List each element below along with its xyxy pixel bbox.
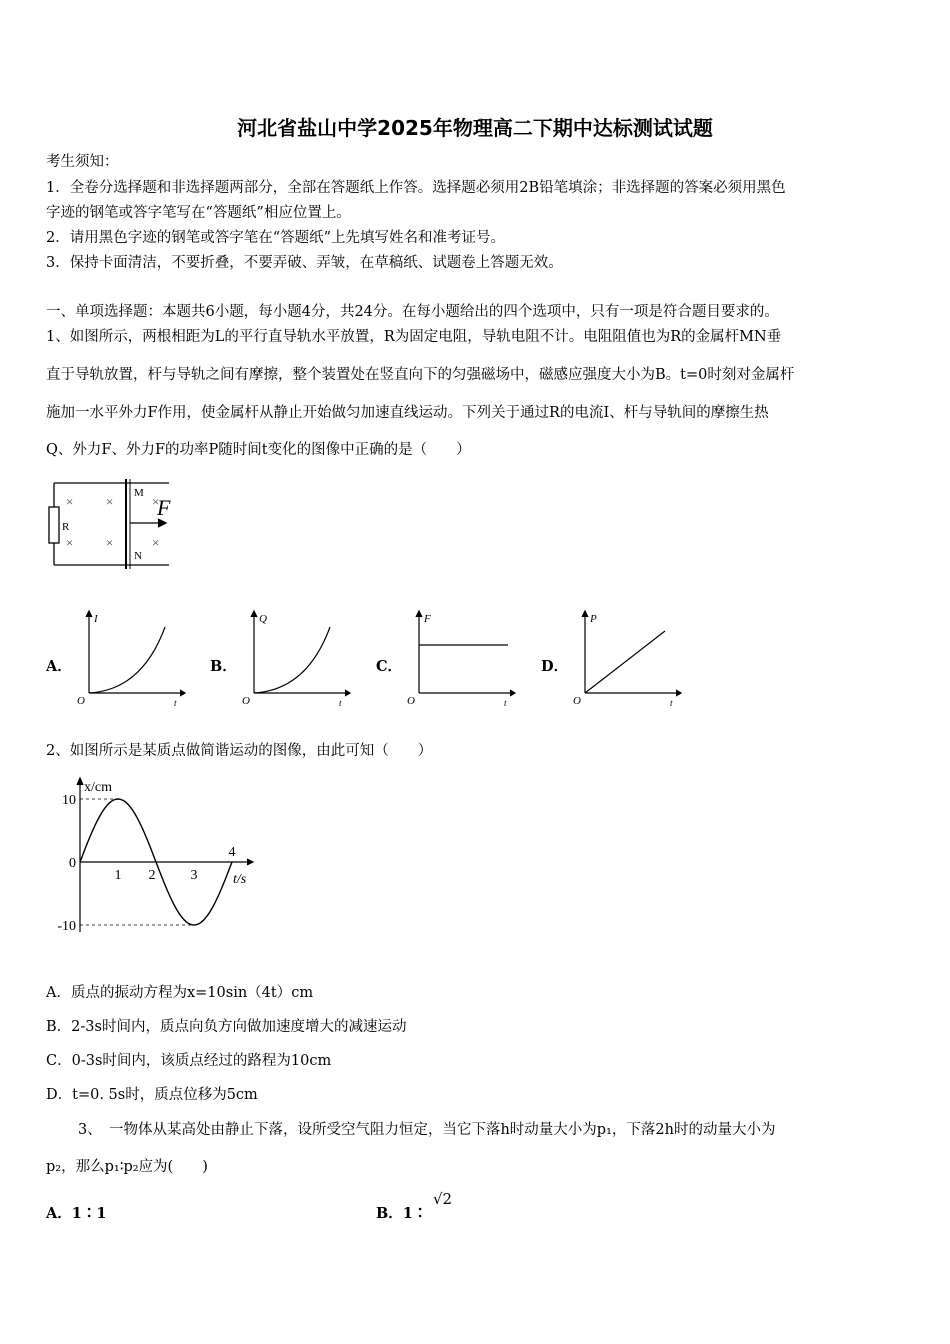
q3-option-b: B．1∶ — [376, 1205, 428, 1222]
svg-text:×: × — [106, 494, 114, 509]
svg-text:P: P — [590, 613, 597, 625]
q3-option-a: A．1∶1 — [46, 1205, 107, 1222]
svg-text:t: t — [670, 698, 673, 708]
svg-text:t: t — [174, 698, 177, 708]
q1-option-a-label: A． — [46, 658, 72, 675]
y-tick-label: 10 — [62, 793, 76, 808]
notice-item-2: 2．请用黑色字迹的钢笔或答字笔在“答题纸”上先填写姓名和准考证号。 — [46, 230, 506, 246]
q2-option-b: B．2-3s时间内，质点向负方向做加速度增大的减速运动 — [46, 1019, 407, 1035]
y-tick-label: 0 — [69, 856, 76, 871]
x-tick-label: 1 — [114, 868, 122, 883]
svg-text:I: I — [94, 613, 98, 625]
q1-option-c-graph — [402, 605, 522, 710]
q1-option-d-graph — [568, 605, 688, 710]
notice-heading: 考生须知： — [46, 154, 119, 170]
notice-item-1: 1．全卷分选择题和非选择题两部分，全部在答题纸上作答。选择题必须用2B铅笔填涂；非选择题的答案必须用黑色 — [46, 180, 786, 196]
notice-item-3: 3．保持卡面清洁，不要折叠，不要弄破、弄皱，在草稿纸、试题卷上答题无效。 — [46, 255, 563, 271]
svg-text:Q: Q — [259, 613, 267, 625]
y-tick-label: -10 — [57, 919, 76, 934]
svg-text:×: × — [106, 535, 114, 550]
q3-option-b-sqrt2: √2 — [433, 1190, 453, 1208]
svg-text:×: × — [152, 494, 160, 509]
x-tick-label: 3 — [190, 868, 198, 883]
section-heading: 一、单项选择题：本题共6小题，每小题4分，共24分。在每小题给出的四个选项中，只有一项是符合题目要求的。 — [46, 304, 779, 320]
q2-option-a: A．质点的振动方程为x=10sin（4t）cm — [46, 985, 314, 1001]
x-tick-label: 2 — [148, 868, 156, 883]
q1-stem-line1: 1、如图所示，两根相距为L的平行直导轨水平放置，R为固定电阻，导轨电阻不计。电阻阻值也为R的金属杆MN垂 — [46, 329, 782, 345]
svg-text:t: t — [339, 698, 342, 708]
svg-text:×: × — [66, 494, 74, 509]
label-r: R — [62, 521, 70, 533]
q2-displacement-chart — [40, 772, 280, 942]
x-axis-label: t/s — [233, 872, 247, 887]
svg-text:O: O — [242, 695, 250, 707]
q1-option-a-graph — [72, 605, 192, 710]
q1-stem-line4: Q、外力F、外力F的功率P随时间t变化的图像中正确的是（ ） — [46, 442, 471, 458]
q2-option-d: D．t=0. 5s时，质点位移为5cm — [46, 1087, 258, 1103]
q1-option-d-label: D． — [541, 658, 569, 675]
q1-option-b-graph — [237, 605, 357, 710]
q2-option-c: C．0-3s时间内，该质点经过的路程为10cm — [46, 1053, 332, 1069]
q3-stem-line2: p₂，那么p₁∶p₂应为( ) — [46, 1159, 208, 1175]
y-axis-label: x/cm — [84, 780, 112, 795]
svg-text:O: O — [407, 695, 415, 707]
notice-item-1-cont: 字迹的钢笔或答字笔写在“答题纸”相应位置上。 — [46, 205, 351, 221]
x-tick-label: 4 — [228, 845, 236, 860]
svg-text:O: O — [77, 695, 85, 707]
q1-circuit-diagram — [44, 475, 184, 575]
chart-axes — [77, 778, 253, 932]
resistor-r — [49, 507, 59, 543]
label-m: M — [134, 487, 144, 499]
q1-option-c-label: C． — [376, 658, 403, 675]
q3-stem-line1: 3、 一物体从某高处由静止下落，设所受空气阻力恒定，当它下落h时动量大小为p₁，下落2h时的动量大小为 — [78, 1122, 776, 1138]
svg-text:×: × — [152, 535, 160, 550]
svg-text:F: F — [424, 613, 431, 625]
q2-stem: 2、如图所示是某质点做简谐运动的图像，由此可知（ ） — [46, 743, 433, 759]
svg-text:t: t — [504, 698, 507, 708]
svg-text:O: O — [573, 695, 581, 707]
svg-text:×: × — [66, 535, 74, 550]
q1-stem-line3: 施加一水平外力F作用，使金属杆从静止开始做匀加速直线运动。下列关于通过R的电流I、杆与导轨间的摩擦生热 — [46, 405, 769, 421]
q1-option-b-label: B． — [210, 658, 237, 675]
label-force: F — [157, 495, 171, 520]
q1-stem-line2: 直于导轨放置，杆与导轨之间有摩擦，整个装置处在竖直向下的匀强磁场中，磁感应强度大小为B。t=0时刻对金属杆 — [46, 367, 795, 383]
label-n: N — [134, 550, 142, 562]
page-title: 河北省盐山中学2025年物理高二下期中达标测试试题 — [237, 116, 713, 140]
